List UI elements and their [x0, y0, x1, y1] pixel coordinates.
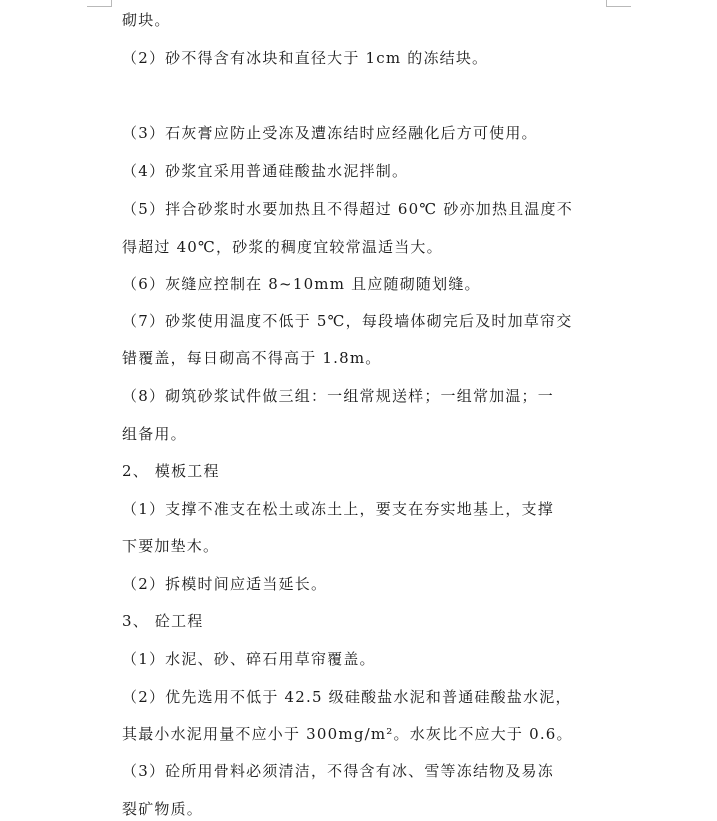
page-corner-mark-right — [606, 0, 631, 7]
text-line: （6）灰缝应控制在 8~10mm 且应随砌随划缝。 — [122, 275, 481, 293]
text-line: （2）优先选用不低于 42.5 级硅酸盐水泥和普通硅酸盐水泥， — [122, 688, 572, 706]
text-line: （7）砂浆使用温度不低于 5℃，每段墙体砌完后及时加草帘交 — [122, 312, 573, 330]
section-heading: 3、 砼工程 — [122, 612, 204, 630]
text-line: （1）水泥、砂、碎石用草帘覆盖。 — [122, 650, 376, 668]
page-corner-mark-left — [87, 0, 112, 7]
text-line: 裂矿物质。 — [122, 800, 204, 818]
text-line: （3）砼所用骨料必须清洁，不得含有冰、雪等冻结物及易冻 — [122, 762, 554, 780]
text-line: （8）砌筑砂浆试件做三组：一组常规送样；一组常加温；一 — [122, 387, 554, 405]
text-line: 错覆盖，每日砌高不得高于 1.8m。 — [122, 349, 382, 367]
text-line: （2）砂不得含有冰块和直径大于 1cm 的冻结块。 — [122, 49, 489, 67]
text-line: （2）拆模时间应适当延长。 — [122, 575, 328, 593]
text-line: 得超过 40℃，砂浆的稠度宜较常温适当大。 — [122, 238, 443, 256]
text-line: （1）支撑不准支在松土或冻土上，要支在夯实地基上，支撑 — [122, 500, 554, 518]
text-line: 其最小水泥用量不应小于 300mg/m²。水灰比不应大于 0.6。 — [122, 725, 573, 743]
section-heading: 2、 模板工程 — [122, 462, 220, 480]
text-line: 下要加垫木。 — [122, 537, 220, 555]
text-line: （5）拌合砂浆时水要加热且不得超过 60℃ 砂亦加热且温度不 — [122, 200, 573, 218]
text-line: （4）砂浆宜采用普通硅酸盐水泥拌制。 — [122, 162, 409, 180]
text-line: 组备用。 — [122, 425, 187, 443]
text-line: 砌块。 — [122, 11, 171, 29]
text-line: （3）石灰膏应防止受冻及遭冻结时应经融化后方可使用。 — [122, 124, 538, 142]
